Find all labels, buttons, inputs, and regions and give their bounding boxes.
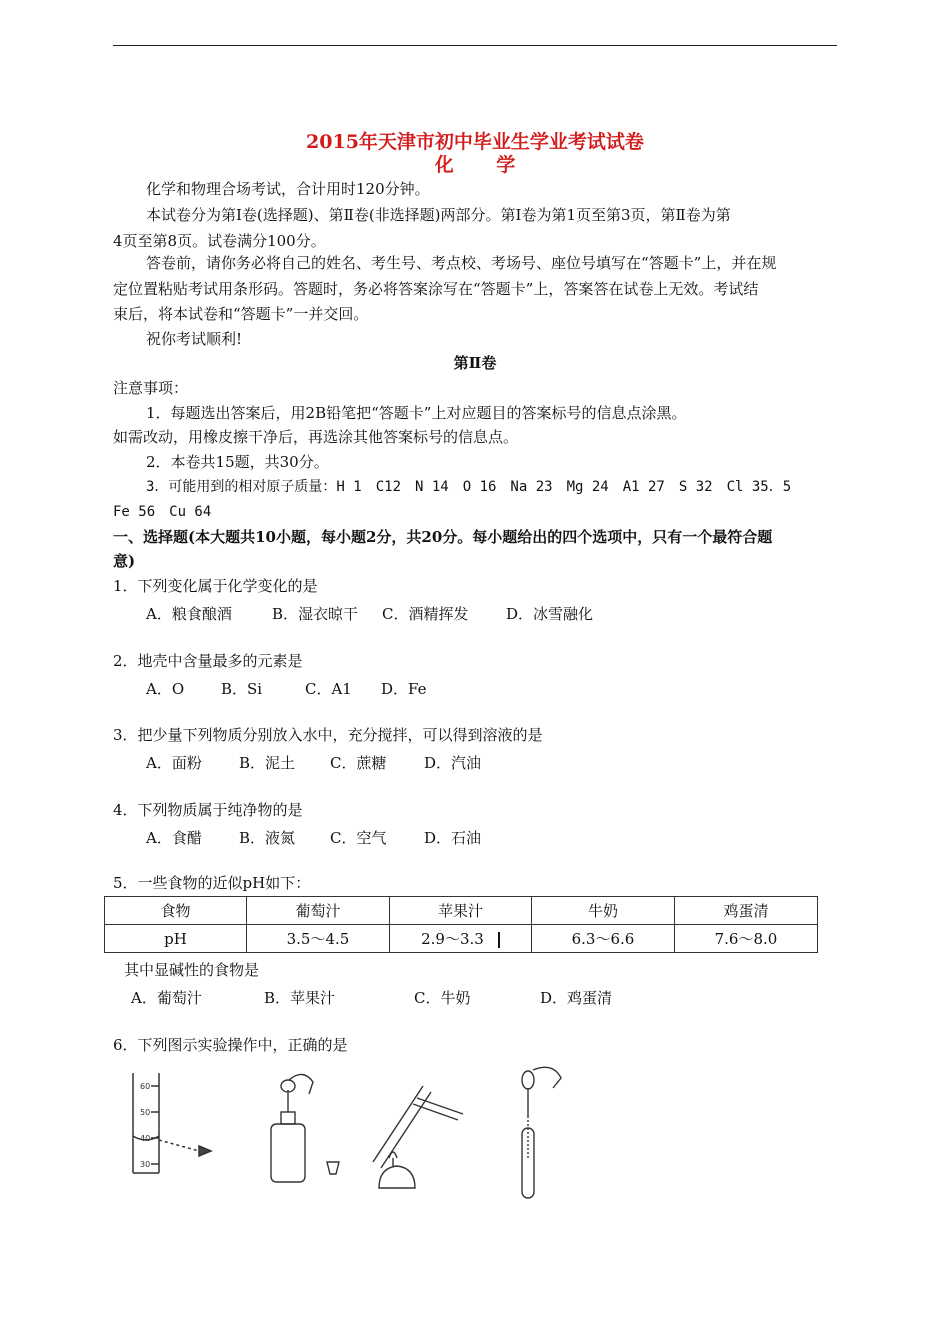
option: C．A1 bbox=[305, 680, 352, 698]
table-cell: 6.3～6.6 bbox=[531, 925, 674, 953]
option: C．空气 bbox=[330, 829, 387, 847]
note-line: 3．可能用到的相对原子质量：H 1 C12 N 14 O 16 Na 23 Mg 24 A1 27 S 32 Cl 35．5 bbox=[146, 479, 792, 495]
question-stem: 1．下列变化属于化学变化的是 bbox=[113, 577, 318, 595]
option: D．Fe bbox=[381, 680, 427, 698]
question-stem: 3．把少量下列物质分别放入水中，充分搅拌，可以得到溶液的是 bbox=[113, 726, 543, 744]
table-header-cell: 苹果汁 bbox=[389, 897, 531, 925]
option: B．苹果汁 bbox=[264, 989, 336, 1007]
table-header-cell: 食物 bbox=[105, 897, 247, 925]
table-cell: pH bbox=[105, 925, 247, 953]
intro-line: 本试卷分为第Ⅰ卷(选择题)、第Ⅱ卷(非选择题)两部分。第Ⅰ卷为第1页至第3页，第Ⅱ卷为第 bbox=[146, 206, 731, 224]
option: D．石油 bbox=[424, 829, 482, 847]
question-stem: 2．地壳中含量最多的元素是 bbox=[113, 652, 303, 670]
section-label: 第Ⅱ卷 bbox=[453, 354, 497, 372]
part1-heading: 一、选择题(本大题共10小题，每小题2分，共20分。每小题给出的四个选项中，只有一个最符合题 bbox=[113, 528, 773, 546]
table-cell bbox=[389, 925, 531, 953]
option: B．泥土 bbox=[239, 754, 296, 772]
option: A．面粉 bbox=[146, 754, 202, 772]
cursor-mark bbox=[498, 932, 500, 948]
ph-table-value-row bbox=[105, 925, 818, 953]
ph-table-header-row bbox=[105, 897, 818, 925]
option: B．Si bbox=[221, 680, 263, 698]
intro-line: 定位置粘贴考试用条形码。答题时，务必将答案涂写在“答题卡”上，答案答在试卷上无效。考试结 bbox=[113, 280, 759, 298]
question-stem: 6．下列图示实验操作中，正确的是 bbox=[113, 1036, 348, 1054]
heating-tube-figure bbox=[373, 1086, 463, 1188]
option: C．牛奶 bbox=[414, 989, 471, 1007]
cylinder-mark: 30 bbox=[140, 1160, 151, 1169]
question-followup: 其中显碱性的食物是 bbox=[124, 961, 260, 979]
option: D．汽油 bbox=[424, 754, 482, 772]
cylinder-mark: 50 bbox=[140, 1108, 151, 1117]
option: A．食醋 bbox=[146, 829, 202, 847]
notes-label: 注意事项： bbox=[113, 379, 189, 397]
question-stem: 4．下列物质属于纯净物的是 bbox=[113, 801, 303, 819]
lab-operations-figure bbox=[113, 1058, 573, 1203]
option: D．冰雪融化 bbox=[506, 605, 594, 623]
cylinder-mark: 60 bbox=[140, 1082, 151, 1091]
option: A．O bbox=[146, 680, 185, 698]
exam-title: 2015年天津市初中毕业生学业考试试卷 bbox=[306, 131, 644, 153]
option: C．蔗糖 bbox=[330, 754, 387, 772]
part1-heading: 意) bbox=[113, 552, 136, 570]
note-line: 1．每题选出答案后，用2B铅笔把“答题卡”上对应题目的答案标号的信息点涂黑。 bbox=[146, 404, 687, 422]
table-header-cell: 牛奶 bbox=[531, 897, 674, 925]
subject-title: 化 学 bbox=[434, 154, 534, 176]
option: C．酒精挥发 bbox=[382, 605, 469, 623]
option: A．葡萄汁 bbox=[131, 989, 202, 1007]
intro-line: 祝你考试顺利! bbox=[146, 330, 243, 348]
option: A．粮食酿酒 bbox=[146, 605, 232, 623]
table-cell-text: 2.9～3.3 bbox=[421, 930, 484, 948]
cylinder-mark: 40 bbox=[140, 1134, 151, 1143]
dropper-tube-figure bbox=[522, 1067, 561, 1198]
ph-table bbox=[104, 896, 818, 953]
note-line: 2．本卷共15题，共30分。 bbox=[146, 453, 329, 471]
option: B．液氮 bbox=[239, 829, 296, 847]
dropper-bottle-figure bbox=[271, 1074, 339, 1182]
intro-line: 4页至第8页。试卷满分100分。 bbox=[113, 232, 326, 250]
note-line: 如需改动，用橡皮擦干净后，再选涂其他答案标号的信息点。 bbox=[113, 428, 519, 446]
table-cell: 3.5～4.5 bbox=[246, 925, 389, 953]
note-line: Fe 56 Cu 64 bbox=[113, 504, 212, 520]
table-header-cell: 葡萄汁 bbox=[246, 897, 389, 925]
option: B．湿衣晾干 bbox=[272, 605, 359, 623]
table-header-cell: 鸡蛋清 bbox=[674, 897, 817, 925]
question-stem: 5．一些食物的近似pH如下： bbox=[113, 874, 311, 892]
table-cell: 7.6～8.0 bbox=[674, 925, 817, 953]
intro-line: 束后，将本试卷和“答题卡”一并交回。 bbox=[113, 305, 369, 323]
header-rule bbox=[113, 45, 837, 46]
intro-line: 化学和物理合场考试，合计用时120分钟。 bbox=[146, 180, 430, 198]
intro-line: 答卷前，请你务必将自己的姓名、考生号、考点校、考场号、座位号填写在“答题卡”上，并在规 bbox=[146, 254, 777, 272]
option: D．鸡蛋清 bbox=[540, 989, 613, 1007]
